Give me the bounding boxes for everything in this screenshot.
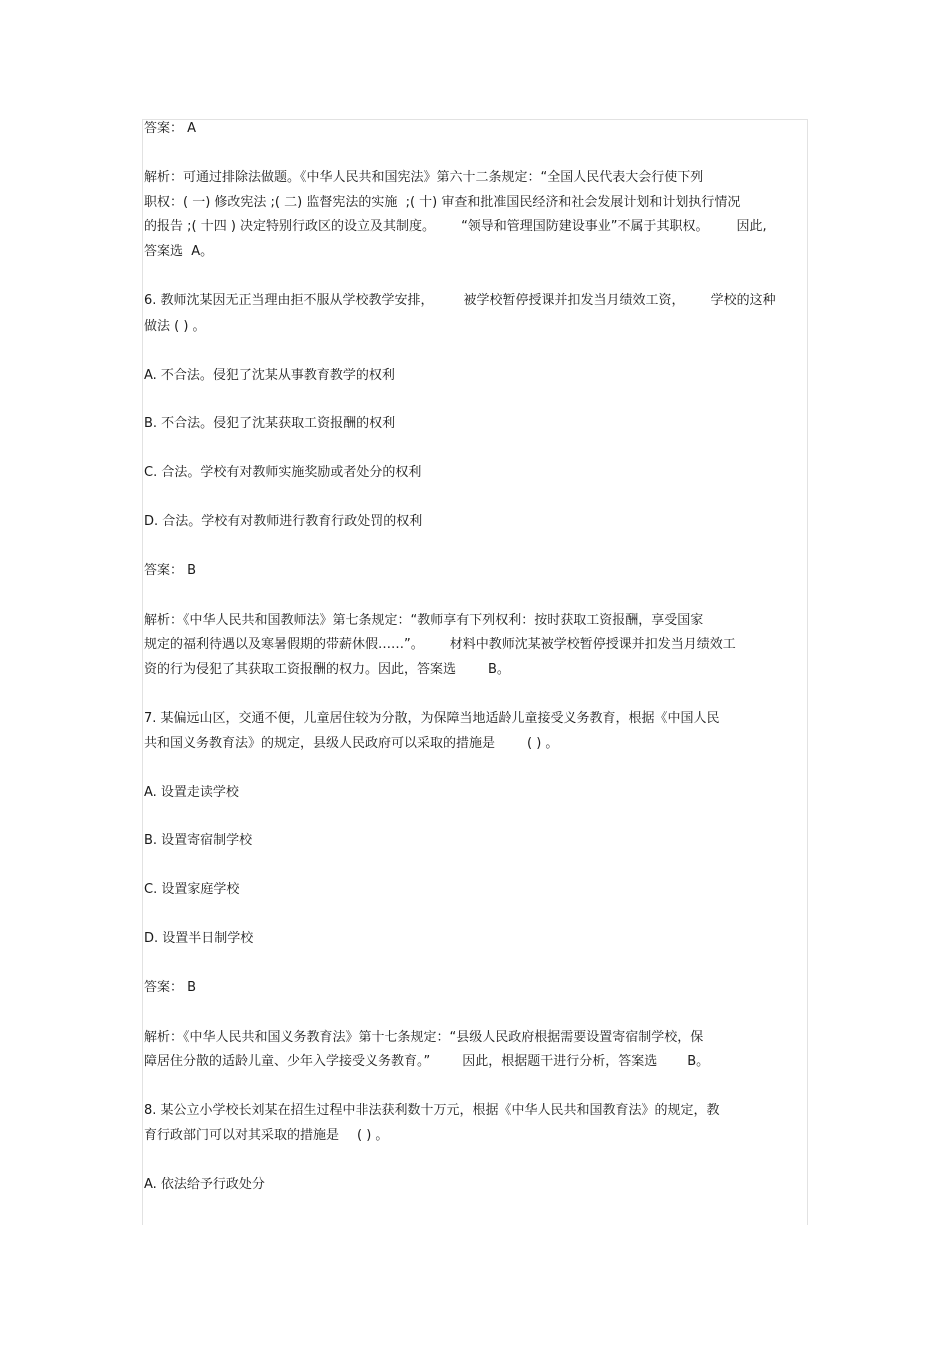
question-8-line-2	[144, 1127, 388, 1145]
question-7-option-d: D. 设置半日制学校	[144, 931, 254, 946]
question-6-line-1c: 学校的这种	[710, 293, 776, 308]
question-6-option-b: B. 不合法。侵犯了沈某获取工资报酬的权利	[144, 416, 396, 431]
answer-7: 答案： B	[144, 980, 197, 995]
question-7-line-2a: 共和国义务教育法》的规定，县级人民政府可以采取的措施是	[144, 736, 496, 751]
analysis-6-line-3a: 资的行为侵犯了其获取工资报酬的权力。因此，答案选	[144, 662, 457, 677]
analysis-7-line-2	[144, 1053, 709, 1071]
analysis-5-line-1: 解析：可通过排除法做题。《中华人民共和国宪法》第六十二条规定：“全国人民代表大会行使下列	[144, 170, 704, 185]
analysis-5-line-3	[144, 218, 767, 236]
analysis-6-line-1: 解析：《中华人民共和国教师法》第七条规定：“教师享有下列权利：按时获取工资报酬，享受国家	[144, 613, 704, 628]
question-6-option-c: C. 合法。学校有对教师实施奖励或者处分的权利	[144, 465, 422, 480]
question-7-option-b: B. 设置寄宿制学校	[144, 833, 253, 848]
analysis-7-line-2a: 障居住分散的适龄儿童、少年入学接受义务教育。”	[144, 1054, 431, 1069]
analysis-7-line-2b: 因此，根据题干进行分析，答案选	[462, 1054, 658, 1069]
analysis-6-line-2a: 规定的福利待遇以及寒暑假期的带薪休假……”。	[144, 637, 424, 652]
question-6-line-1	[144, 292, 776, 310]
analysis-6-line-3b: B。	[488, 662, 510, 677]
answer-6: 答案： B	[144, 563, 197, 578]
analysis-5-line-3a: 的报告 ;( 十四 ) 决定特别行政区的设立及其制度。	[144, 219, 436, 234]
analysis-6-line-2b: 材料中教师沈某被学校暂停授课并扣发当月绩效工	[449, 637, 736, 652]
question-7-line-2b: ( ) 。	[527, 736, 559, 751]
analysis-5-line-4: 答案选 A。	[144, 244, 214, 259]
question-6-option-d: D. 合法。学校有对教师进行教育行政处罚的权利	[144, 514, 423, 529]
question-8-line-1: 8. 某公立小学校长刘某在招生过程中非法获利数十万元，根据《中华人民共和国教育法》的规定，教	[144, 1103, 720, 1118]
question-6-line-2: 做法 ( ) 。	[144, 319, 206, 334]
analysis-6-line-3	[144, 661, 510, 679]
analysis-5-line-3b: “领导和管理国防建设事业”不属于其职权。	[461, 219, 709, 234]
analysis-5-line-2: 职权：( 一) 修改宪法 ;( 二) 监督宪法的实施 ;( 十) 审查和批准国民经济和社会发展计划和计划执行情况	[144, 195, 741, 210]
analysis-7-line-2c: B。	[687, 1054, 710, 1069]
question-7-option-c: C. 设置家庭学校	[144, 882, 240, 897]
analysis-5-line-3c: 因此,	[736, 219, 767, 234]
question-7-line-1: 7. 某偏远山区，交通不便，儿童居住较为分散，为保障当地适龄儿童接受义务教育，根据《中国人民	[144, 711, 720, 726]
question-8-line-2a: 育行政部门可以对其采取的措施是	[144, 1128, 340, 1143]
question-7-line-2	[144, 735, 558, 753]
question-7-option-a: A. 设置走读学校	[144, 785, 239, 800]
question-6-line-1a: 6. 教师沈某因无正当理由拒不服从学校教学安排，	[144, 293, 434, 308]
question-8-option-a: A. 依法给予行政处分	[144, 1177, 265, 1192]
question-6-option-a: A. 不合法。侵犯了沈某从事教育教学的权利	[144, 368, 395, 383]
question-6-line-1b: 被学校暂停授课并扣发当月绩效工资，	[463, 293, 685, 308]
answer-5: 答案： A	[144, 121, 197, 136]
analysis-6-line-2	[144, 636, 736, 654]
analysis-7-line-1: 解析：《中华人民共和国义务教育法》第十七条规定：“县级人民政府根据需要设置寄宿制学校，保	[144, 1030, 704, 1045]
question-8-line-2b: ( ) 。	[357, 1128, 389, 1143]
